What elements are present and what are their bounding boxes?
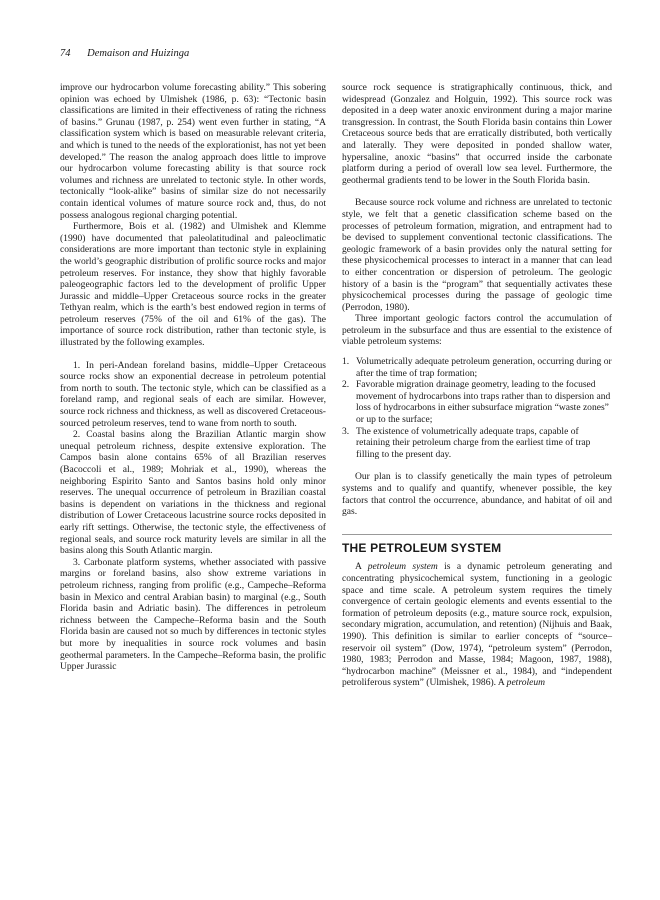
list-item-text: Volumetrically adequate petroleum generation, occurring during or after the time of trap formation; [356, 356, 612, 379]
paragraph: Because source rock volume and richness are unrelated to tectonic style, we felt that a genetic classification scheme based on the processes of petroleum formation, migration, and entrapment had to be devised to supplement conventional tectonic classifications. The geologic framework of a basin provides only the natural setting for these physicochemical processes to interact in a manner that can lead to either concentration or dispersion of petroleum. The geologic history of a basin is the “program” that sequentially activates these physicochemical processes during the passage of geologic time (Perrodon, 1980). [342, 197, 612, 313]
list-item-text: The existence of volumetrically adequate traps, capable of retaining their petroleum charge from the earliest time of trap filling to the present day. [356, 425, 591, 460]
running-header [60, 48, 189, 59]
paragraph-body: is a dynamic petroleum generating and concentrating physicochemical system, functioning in a geologic space and time scale. A petroleum system requires the timely convergence of certain geologic elements and events essential to the formation of petroleum deposits (e.g., mature source rock, expulsion, secondary migration, accumulation, and retention) (Nijhuis and Baak, 1990). This definition is similar to earlier concepts of “source–reservoir oil system” (Dow, 1974), “petroleum system” (Perrodon, 1980, 1983; Perrodon and Masse, 1984; Magoon, 1987, 1988), “hydrocarbon machine” (Meissner et al., 1984), and “independent petroliferous system” (Ulmishek, 1986). A [342, 561, 612, 689]
paragraph: source rock sequence is stratigraphically continuous, thick, and widespread (Gonzalez and Holguin, 1992). This source rock was deposited in a deep water anoxic environment during a major marine transgression. In contrast, the South Florida basin contains thin Lower Cretaceous source beds that are erratically distributed, both vertically and laterally. They were deposited in ponded shallow water, hypersaline, anoxic “basins” that occurred inside the carbonate platform during a period of overall low sea level. Furthermore, the geothermal gradients tend to be lower in the South Florida basin. [342, 82, 612, 186]
section-heading: THE PETROLEUM SYSTEM [342, 540, 502, 555]
running-title: Demaison and Huizinga [87, 48, 190, 59]
defined-term: petroleum system [367, 561, 438, 573]
list-item-number: 2. [342, 379, 350, 391]
factor-list [342, 356, 612, 460]
list-item [342, 356, 612, 379]
list-item [342, 426, 612, 461]
trailing-term: petroleum [506, 677, 546, 689]
example-paragraph-2: 2. Coastal basins along the Brazilian Atlantic margin show unequal petroleum richness, despite extensive exploration. The Campos basin alone contains 65% of all Brazilian reserves (Bacoccoli et al., 1989; Mohriak et al., 1990), whereas the neighboring Espirito Santo and Santos basins hold only minor reserves. The unequal occurrence of petroleum in Brazilian coastal basins is dependent on variations in the thickness and regional distribution of Lower Cretaceous lacustrine source rocks deposited in early rift settings. Otherwise, the tectonic style, the effectiveness of regional seals, and source rock maturity levels are similar in all the basins along this South Atlantic margin. [60, 429, 326, 557]
list-item-number: 1. [342, 356, 350, 368]
section-divider [342, 534, 612, 535]
page-number: 74 [60, 48, 71, 59]
paragraph: Three important geologic factors control the accumulation of petroleum in the subsurface and thus are essential to the existence of viable petroleum systems: [342, 313, 612, 348]
lead-prefix: A [355, 561, 368, 573]
list-item-number: 3. [342, 425, 350, 437]
example-paragraph-1: 1. In peri-Andean foreland basins, middle–Upper Cretaceous source rocks show an exponential decrease in petroleum potential from north to south. The tectonic style, which can be classified as a foreland ramp, and regional seals of each are similar. However, source rock richness and thickness, as well as discovered Cretaceous-sourced petroleum reserves, tend to wane from north to south. [60, 359, 326, 429]
paragraph: improve our hydrocarbon volume forecasting ability.” This sobering opinion was echoed by Ulmishek (1986, p. 63): “Tectonic basin classifications are limited in their effectiveness of rating the richness of basins.” Grunau (1987, p. 254) went even further in stating, “A classification system which is based on measurable relevant criteria, and which is tuned to the needs of the explorationist, has not yet been developed.” The reason the analog approach does little to improve our hydrocarbon volume forecasting ability is that source rock volumes and richness are unrelated to tectonic style. In other words, tectonically “look-alike” basins of similar size do not necessarily contain identical volumes of mature source rock and, thus, do not possess analogous regional charging potential. [60, 82, 326, 221]
paragraph: Furthermore, Bois et al. (1982) and Ulmishek and Klemme (1990) have documented that paleolatitudinal and paleoclimatic considerations are more important than tectonic style in explaining the world’s geographic distribution of prolific source rocks and major petroleum reserves. For instance, they show that highly favorable paleogeographic factors led to the development of prolific Upper Jurassic and middle–Upper Cretaceous source rocks in the greater Tethyan realm, which is the earth’s best endowed region in terms of petroleum reserves (75% of the oil and 61% of the gas). The importance of source rock distribution, rather than tectonic style, is illustrated by the following examples. [60, 221, 326, 349]
paragraph: Our plan is to classify genetically the main types of petroleum systems and to qualify and quantify, whenever possible, the key factors that control the occurrence, abundance, and habitat of oil and gas. [342, 471, 612, 518]
section-paragraph [342, 561, 612, 689]
example-paragraph-3: 3. Carbonate platform systems, whether associated with passive margins or foreland basins, also show extreme variations in petroleum richness, ranging from prolific (e.g., Campeche–Reforma basin in Mexico and central Arabian basin) to marginal (e.g., South Florida basin and Adriatic basin). The differences in petroleum richness between the Campeche–Reforma basin and the South Florida basin are caused not so much by differences in tectonic styles but more by inequalities in source rock volumes and basin geothermal parameters. In the Campeche–Reforma basin, the prolific Upper Jurassic [60, 556, 326, 673]
list-item [342, 379, 612, 425]
left-column [60, 82, 326, 673]
right-column [342, 82, 612, 689]
list-item-text: Favorable migration drainage geometry, leading to the focused movement of hydrocarbons into traps rather than to dispersion and loss of hydrocarbons in either subsurface migration “waste zones” or up to the surface; [356, 379, 611, 426]
